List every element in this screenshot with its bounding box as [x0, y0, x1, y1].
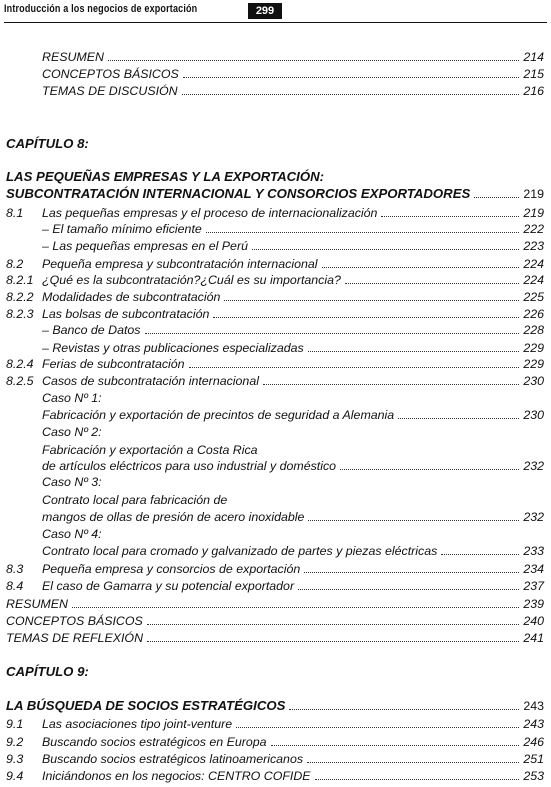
section-number: 8.2.5 — [6, 374, 34, 388]
toc-entry-text: Iniciándonos en los negocios: CENTRO COFIDE — [42, 769, 311, 783]
section-number: 8.2 — [6, 257, 24, 271]
dot-leader — [298, 588, 519, 590]
toc-entry[interactable] — [6, 596, 544, 612]
section-number: 8.1 — [6, 206, 24, 220]
toc-page-number: 239 — [523, 597, 544, 611]
dot-leader — [398, 417, 519, 419]
toc-page-number: 223 — [523, 239, 544, 253]
dot-leader — [308, 350, 520, 352]
toc-page-number: 219 — [523, 206, 544, 220]
toc-entry[interactable] — [42, 509, 544, 525]
toc-page-number: 216 — [523, 84, 544, 98]
toc-entry[interactable] — [42, 356, 544, 372]
toc-entry[interactable] — [42, 238, 544, 254]
toc-page-number: 229 — [523, 341, 544, 355]
toc-entry[interactable] — [42, 66, 544, 82]
toc-entry-text: Buscando socios estratégicos latinoamericanos — [42, 752, 304, 766]
toc-entry-text: Contrato local para fabricación de — [42, 493, 228, 507]
toc-entry[interactable] — [42, 49, 544, 65]
toc-entry-text: Fabricación y exportación de precintos de seguridad a Alemania — [42, 408, 395, 422]
toc-entry-text: Contrato local para cromado y galvanizado de partes y piezas eléctricas — [42, 544, 438, 558]
toc-entry[interactable] — [42, 716, 544, 732]
toc-page-number: 228 — [523, 323, 544, 337]
dot-leader — [182, 93, 520, 95]
dot-leader — [236, 726, 519, 728]
toc-page-number: 243 — [523, 717, 544, 731]
dot-leader — [183, 76, 520, 78]
toc-entry-text: CONCEPTOS BÁSICOS — [42, 67, 179, 81]
toc-page-number: 214 — [523, 50, 544, 64]
toc-entry[interactable] — [6, 630, 544, 646]
toc-page-number: 253 — [523, 769, 544, 783]
toc-page-number: 222 — [523, 222, 544, 236]
section-number: 8.2.2 — [6, 290, 34, 304]
toc-entry-text: RESUMEN — [42, 50, 104, 64]
dot-leader — [206, 231, 520, 233]
toc-entry[interactable] — [42, 768, 544, 784]
toc-page-number: 229 — [523, 357, 544, 371]
section-number: 8.3 — [6, 562, 24, 576]
toc-page-number: 232 — [523, 510, 544, 524]
toc-entry[interactable] — [42, 492, 544, 508]
dot-leader — [147, 640, 519, 642]
toc-entry[interactable] — [42, 306, 544, 322]
toc-entry[interactable] — [42, 390, 544, 406]
chapter-8-title-line1: LAS PEQUEÑAS EMPRESAS Y LA EXPORTACIÓN: — [6, 169, 325, 184]
toc-page-number: 215 — [523, 67, 544, 81]
running-header — [4, 2, 547, 23]
toc-page-number: 241 — [523, 631, 544, 645]
toc-page-number: 232 — [523, 459, 544, 473]
toc-entry-text: Buscando socios estratégicos en Europa — [42, 735, 267, 749]
toc-entry-text: Casos de subcontratación internacional — [42, 374, 259, 388]
toc-entry[interactable] — [42, 340, 544, 356]
toc-page-number: 230 — [523, 374, 544, 388]
toc-entry[interactable] — [42, 407, 544, 423]
toc-page-number: 234 — [523, 562, 544, 576]
toc-entry[interactable] — [42, 543, 544, 559]
dot-leader — [108, 59, 519, 61]
dot-leader — [271, 744, 520, 746]
toc-entry[interactable] — [6, 613, 544, 629]
toc-entry-text: Caso Nº 3: — [42, 475, 102, 489]
toc-page-number: 226 — [523, 307, 544, 321]
toc-entry-text: Ferias de subcontratación — [42, 357, 185, 371]
toc-page-number: 233 — [523, 544, 544, 558]
toc-entry[interactable] — [42, 751, 544, 767]
toc-entry[interactable] — [42, 256, 544, 272]
toc-entry[interactable] — [42, 442, 544, 458]
dot-leader — [147, 623, 520, 625]
toc-entry-text: Las asociaciones tipo joint-venture — [42, 717, 233, 731]
toc-entry[interactable] — [42, 734, 544, 750]
toc-entry-text: CONCEPTOS BÁSICOS — [6, 614, 143, 628]
header-title: Introducción a los negocios de exportación — [4, 3, 198, 15]
chapter-8-label: CAPÍTULO 8: — [6, 136, 89, 151]
chapter-9-label: CAPÍTULO 9: — [6, 664, 89, 679]
toc-entry[interactable] — [42, 272, 544, 288]
toc-entry-text: – El tamaño mínimo eficiente — [42, 222, 202, 236]
toc-page-number: 225 — [523, 290, 544, 304]
chapter-title-text: LA BÚSQUEDA DE SOCIOS ESTRATÉGICOS — [6, 698, 286, 713]
toc-entry[interactable] — [42, 561, 544, 577]
section-number: 9.1 — [6, 717, 24, 731]
chapter-8-title-line2[interactable] — [6, 186, 544, 202]
toc-entry-text: – Banco de Datos — [42, 323, 141, 337]
dot-leader — [72, 606, 519, 608]
toc-entry-text: de artículos eléctricos para uso industrial y doméstico — [42, 459, 337, 473]
dot-leader — [322, 266, 520, 268]
section-number: 9.3 — [6, 752, 24, 766]
toc-page-number: 251 — [523, 752, 544, 766]
toc-entry[interactable] — [42, 458, 544, 474]
dot-leader — [289, 708, 519, 710]
toc-entry-text: TEMAS DE REFLEXIÓN — [6, 631, 144, 645]
toc-entry-text: – Revistas y otras publicaciones especializadas — [42, 341, 304, 355]
toc-entry[interactable] — [42, 83, 544, 99]
toc-entry-text: RESUMEN — [6, 597, 68, 611]
toc-entry[interactable] — [42, 205, 544, 221]
section-number: 8.2.1 — [6, 273, 34, 287]
toc-entry-text: Pequeña empresa y consorcios de exportación — [42, 562, 301, 576]
toc-entry[interactable] — [42, 289, 544, 305]
section-number: 8.2.3 — [6, 307, 34, 321]
dot-leader — [189, 366, 520, 368]
toc-entry-text: TEMAS DE DISCUSIÓN — [42, 84, 178, 98]
toc-page-number: 237 — [523, 579, 544, 593]
toc-entry[interactable] — [42, 474, 544, 490]
toc-entry-text: Las pequeñas empresas y el proceso de internacionalización — [42, 206, 378, 220]
toc-entry-text: Las bolsas de subcontratación — [42, 307, 210, 321]
toc-entry[interactable] — [42, 373, 544, 389]
dot-leader — [304, 571, 519, 573]
dot-leader — [308, 519, 519, 521]
toc-entry[interactable] — [42, 221, 544, 237]
dot-leader — [224, 299, 519, 301]
toc-entry-text: Caso Nº 4: — [42, 527, 102, 541]
toc-page-number: 224 — [523, 257, 544, 271]
section-number: 9.2 — [6, 735, 24, 749]
toc-entry-text: ¿Qué es la subcontratación?¿Cuál es su importancia? — [42, 273, 341, 287]
chapter-title-text: SUBCONTRATACIÓN INTERNACIONAL Y CONSORCIOS EXPORTADORES — [6, 186, 471, 201]
dot-leader — [145, 332, 520, 334]
section-number: 9.4 — [6, 769, 24, 783]
toc-entry-text: Caso Nº 2: — [42, 425, 102, 439]
toc-entry-text: Fabricación y exportación a Costa Rica — [42, 443, 258, 457]
dot-leader — [474, 196, 519, 198]
toc-page-number: 246 — [523, 735, 544, 749]
dot-leader — [315, 778, 520, 780]
chapter-9-title[interactable] — [6, 698, 544, 714]
toc-page-number: 219 — [523, 187, 544, 201]
toc-entry-text: El caso de Gamarra y su potencial exportador — [42, 579, 295, 593]
toc-entry-text: mangos de ollas de presión de acero inoxidable — [42, 510, 305, 524]
toc-page-number: 243 — [523, 699, 544, 713]
dot-leader — [307, 761, 519, 763]
section-number: 8.2.4 — [6, 357, 34, 371]
dot-leader — [252, 248, 519, 250]
toc-entry-text: Modalidades de subcontratación — [42, 290, 221, 304]
toc-page-number: 230 — [523, 408, 544, 422]
section-number: 8.4 — [6, 579, 24, 593]
page-number-badge: 299 — [248, 3, 282, 19]
dot-leader — [340, 468, 519, 470]
toc-entry[interactable] — [42, 526, 544, 542]
dot-leader — [441, 553, 519, 555]
toc-entry-text: Caso Nº 1: — [42, 391, 102, 405]
dot-leader — [213, 316, 519, 318]
toc-entry-text: Pequeña empresa y subcontratación internacional — [42, 257, 318, 271]
toc-entry-text: – Las pequeñas empresas en el Perú — [42, 239, 248, 253]
dot-leader — [381, 215, 519, 217]
toc-page-number: 224 — [523, 273, 544, 287]
toc-entry[interactable] — [42, 424, 544, 440]
dot-leader — [263, 383, 519, 385]
toc-entry[interactable] — [42, 322, 544, 338]
dot-leader — [345, 282, 519, 284]
toc-entry[interactable] — [42, 578, 544, 594]
toc-page-number: 240 — [523, 614, 544, 628]
